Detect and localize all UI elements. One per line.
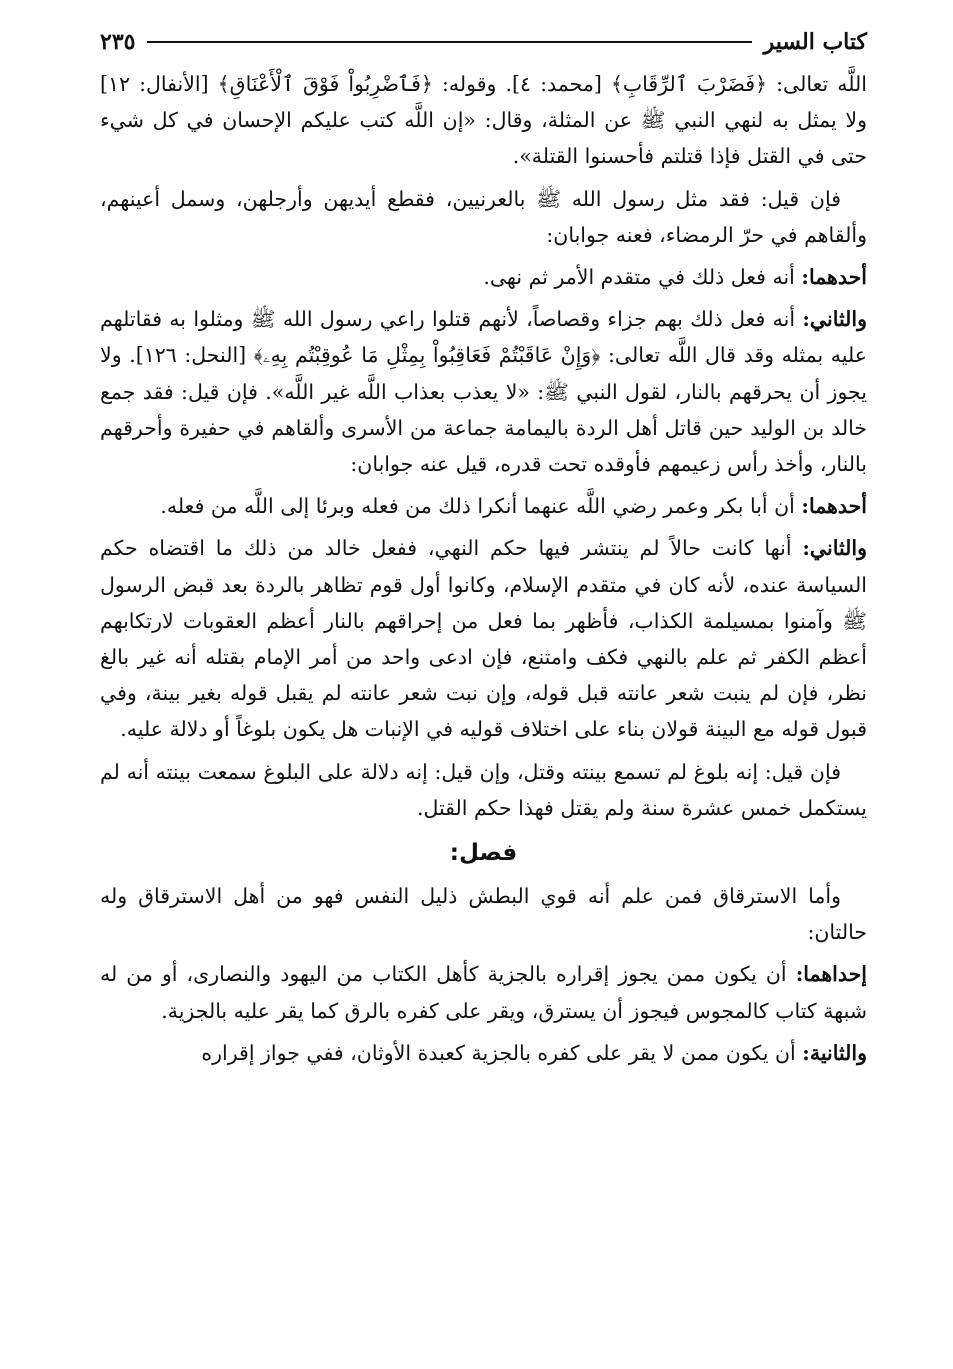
paragraph-lead: والثانية: [802, 1040, 867, 1065]
paragraph [100, 259, 867, 295]
paragraph [100, 488, 867, 524]
paragraph-lead: أحدهما: [801, 265, 867, 290]
paragraph [100, 1035, 867, 1071]
paragraph-lead: والثاني: [802, 307, 867, 332]
paragraph [100, 878, 867, 950]
paragraph-lead: والثاني: [802, 536, 867, 561]
paragraph [100, 66, 867, 175]
paragraph-text: أن يكون ممن يجوز إقراره بالجزية كأهل الكتاب من اليهود والنصارى، أو من له شبهة كتاب كالمجوس فيجوز أن يسترق، ويقر على كفره بالرق كما يقر عليه بالجزية. [100, 962, 867, 1023]
running-title: كتاب السير [763, 29, 867, 55]
header-rule [147, 41, 751, 43]
paragraph [100, 301, 867, 482]
paragraph-text: أن يكون ممن لا يقر على كفره بالجزية كعبدة الأوثان، ففي جواز إقراره [201, 1040, 803, 1065]
paragraph-lead: إحداهما: [795, 962, 867, 987]
main-text [100, 66, 867, 1071]
page-number: ٢٣٥ [100, 29, 136, 55]
paragraph [100, 181, 867, 253]
paragraph [100, 956, 867, 1028]
section-heading: فصل: [449, 840, 518, 867]
paragraph-text: فإن قيل: إنه بلوغ لم تسمع بينته وقتل، وإن قيل: إنه دلالة على البلوغ سمعت بينته أنه لم يستكمل خمس عشرة سنة ولم يقتل فهذا حكم القتل. [100, 759, 867, 820]
paragraph [100, 754, 867, 826]
paragraph-text: فإن قيل: فقد مثل رسول الله ﷺ بالعرنيين، فقطع أيديهن وأرجلهن، وسمل أعينهم، وألقاهم في حرّ الرمضاء، فعنه جوابان: [100, 186, 867, 247]
paragraph-text: أنه فعل ذلك بهم جزاء وقصاصاً، لأنهم قتلوا راعي رسول الله ﷺ ومثلوا به فقاتلهم عليه بمثله وقد قال اللَّه تعالى: ﴿وَإِنْ عَاقَبْتُمْ فَعَاقِبُواْ بِمِثْلِ مَا عُوقِبْتُم بِهِۦ﴾ [النحل: ١٢٦]. ولا يجوز أن يحرقهم بالنار، لقول النبي ﷺ: «لا يعذب بعذاب اللَّه غير اللَّه». فإن قيل: فقد جمع خالد بن الوليد حين قاتل أهل الردة باليمامة جماعة من الأسرى وألقاهم في حفيرة وأحرقهم بالنار، وأخذ رأس زعيمهم فأوقده تحت قدره، قيل عنه جوابان: [100, 307, 867, 477]
paragraph-text: أن أبا بكر وعمر رضي اللَّه عنهما أنكرا ذلك من فعله وبرئا إلى اللَّه من فعله. [160, 494, 802, 519]
paragraph [100, 530, 867, 747]
running-header [100, 22, 867, 62]
paragraph-text: اللَّه تعالى: ﴿فَضَرْبَ ٱلرِّقَابِ﴾ [محمد: ٤]. وقوله: ﴿فَٱضْرِبُواْ فَوْقَ ٱلْأَعْنَاقِ﴾ [الأنفال: ١٢] ولا يمثل به لنهي النبي ﷺ عن المثلة، وقال: «إن اللَّه كتب عليكم الإحسان في كل شيء حتى في القتل فإذا قتلتم فأحسنوا القتلة». [100, 72, 867, 169]
paragraph-lead: أحدهما: [801, 494, 867, 519]
paragraph-text: وأما الاسترقاق فمن علم أنه قوي البطش ذليل النفس فهو من أهل الاسترقاق وله حالتان: [100, 884, 867, 945]
paragraph-text: أنه فعل ذلك في متقدم الأمر ثم نهى. [483, 265, 802, 290]
paragraph-text: أنها كانت حالاً لم ينتشر فيها حكم النهي، ففعل خالد من ذلك ما اقتضاه حكم السياسة عنده، لأنه كان في متقدم الإسلام، وكانوا أول قوم تظاهر بالردة بعد قبض الرسول ﷺ وآمنوا بمسيلمة الكذاب، فأظهر بما فعل من إحراقهم بالنار أعظم العقوبات لارتكابهم أعظم الكفر ثم علم بالنهي فكف وامتنع، فإن ادعى واحد من أمر الإمام بقتله أنه غير بالغ نظر، فإن لم ينبت شعر عانته قبل قوله، وإن نبت شعر عانته لم يقبل قوله بغير بينة، وفي قبول قوله مع البينة قولان بناء على اختلاف قوليه في الإنبات هل يكون بلوغاً أو دلالة عليه. [100, 536, 867, 742]
